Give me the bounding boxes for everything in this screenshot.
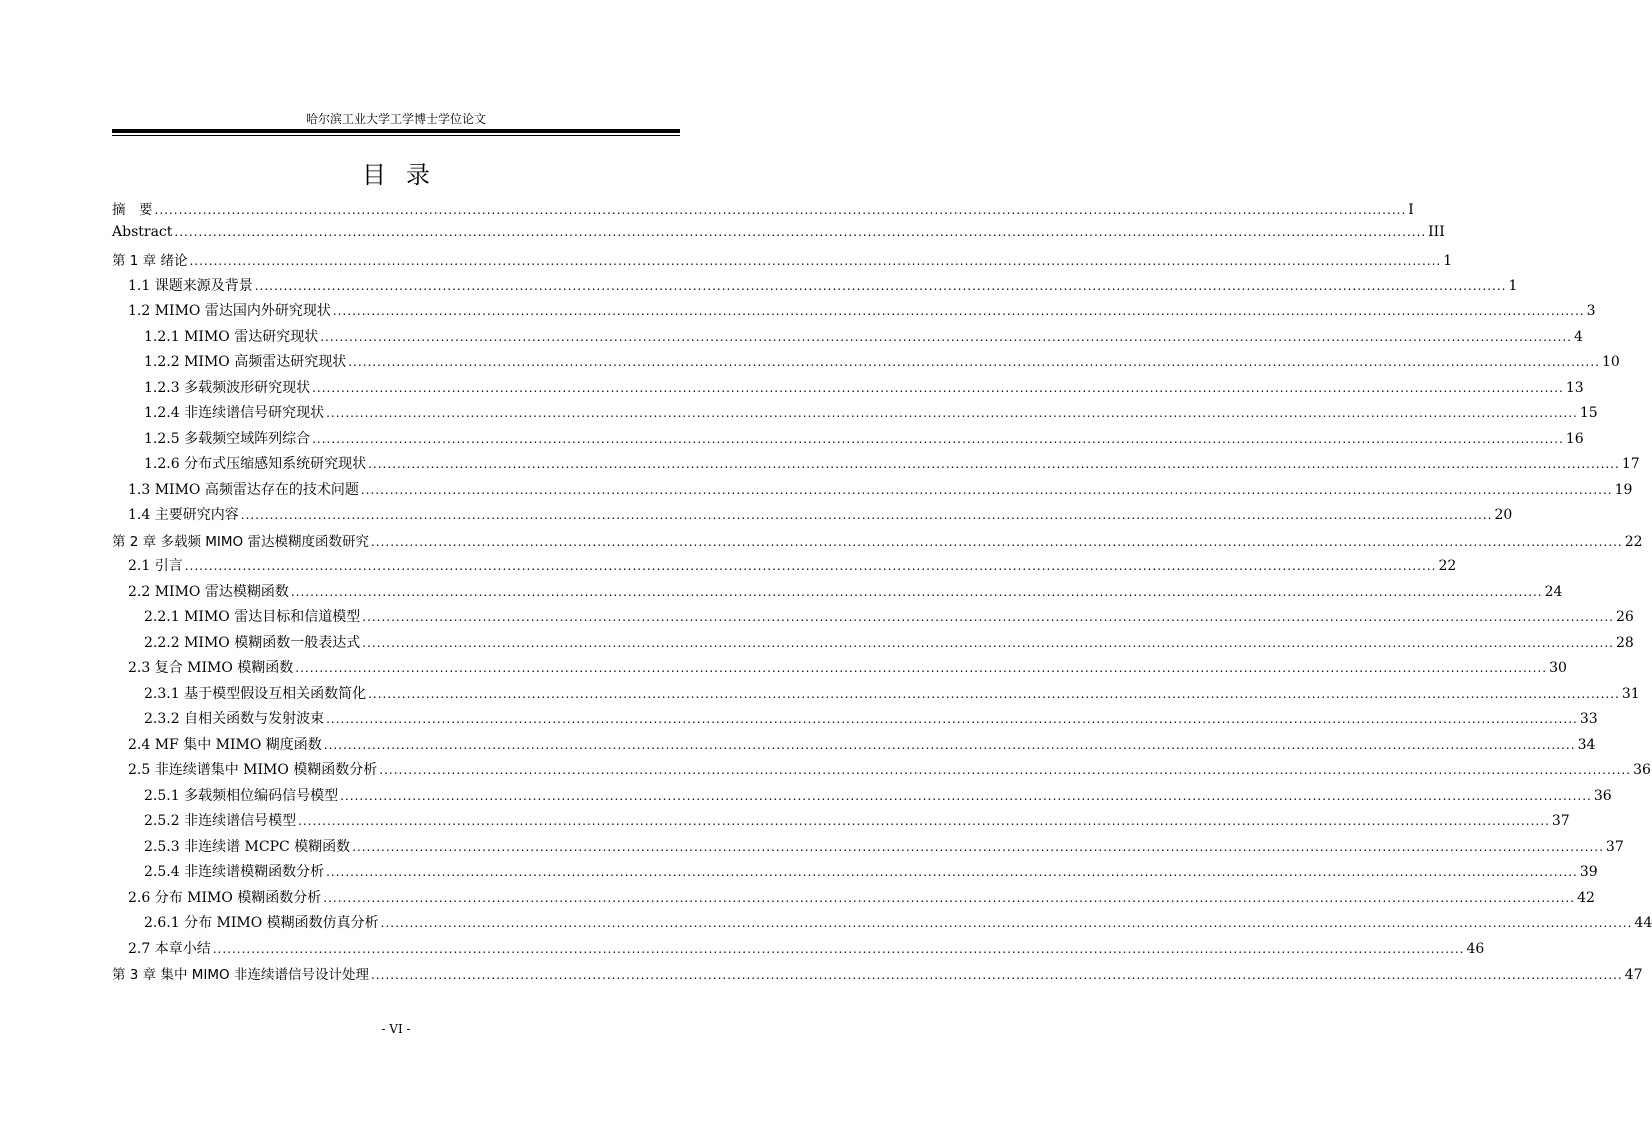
toc-entry[interactable] <box>128 300 1596 322</box>
toc-entry-page: 20 <box>1494 507 1513 523</box>
toc-entry-label: 第 2 章 多载频 MIMO 雷达模糊度函数研究 <box>112 533 369 550</box>
toc-entry-label: 2.6 分布 MIMO 模糊函数分析 <box>128 889 322 906</box>
toc-entry-page: 33 <box>1579 711 1598 727</box>
toc-entry[interactable] <box>128 479 1633 501</box>
toc-entry-page: 4 <box>1573 328 1583 345</box>
toc-entry-page: 17 <box>1621 456 1640 472</box>
toc-entry[interactable] <box>128 734 1596 756</box>
toc-entry-page: 3 <box>1586 303 1596 319</box>
toc-entry-label: 2.6.1 分布 MIMO 模糊函数仿真分析 <box>144 915 379 931</box>
toc-entry-label: 1.2.6 分布式压缩感知系统研究现状 <box>144 456 367 472</box>
toc-entry[interactable] <box>144 810 1570 832</box>
toc-entry[interactable] <box>144 351 1620 373</box>
toc-entry-page: 47 <box>1624 967 1643 983</box>
toc-entry-page: 1 <box>1508 277 1518 294</box>
toc-entry-label: 2.7 本章小结 <box>128 940 211 957</box>
toc-entry[interactable] <box>128 887 1595 909</box>
toc-entry-page: 36 <box>1633 762 1651 778</box>
toc-entry-page: 42 <box>1577 889 1595 906</box>
toc-leader-dots: .................................................................................................................................................................................................................................................................... <box>320 329 1572 344</box>
toc-entry-label: 1.1 课题来源及背景 <box>128 277 253 294</box>
toc-leader-dots: .................................................................................................................................................................................................................................................................... <box>348 355 1600 369</box>
toc-leader-dots: .................................................................................................................................................................................................................................................................... <box>174 224 1427 239</box>
toc-entry-page: 22 <box>1624 533 1643 550</box>
toc-entry-label: 1.3 MIMO 高频雷达存在的技术问题 <box>128 481 359 498</box>
toc-entry-page: 46 <box>1466 940 1485 957</box>
toc-leader-dots: .................................................................................................................................................................................................................................................................... <box>290 584 1543 599</box>
toc-entry-page: 10 <box>1601 354 1620 370</box>
toc-entry-label: 1.2.2 MIMO 高频雷达研究现状 <box>144 354 347 370</box>
toc-entry-label: 1.2.3 多载频波形研究现状 <box>144 379 311 396</box>
toc-leader-dots: .................................................................................................................................................................................................................................................................... <box>326 865 1578 879</box>
toc-entry-label: 2.2.2 MIMO 模糊函数一般表达式 <box>144 634 361 651</box>
toc-leader-dots: .................................................................................................................................................................................................................................................................... <box>368 686 1620 701</box>
toc-entry[interactable] <box>128 938 1485 960</box>
toc-leader-dots: .................................................................................................................................................................................................................................................................... <box>326 712 1578 726</box>
toc-entry-page: 34 <box>1577 736 1596 753</box>
toc-entry-label: 1.2 MIMO 雷达国内外研究现状 <box>128 303 331 319</box>
toc-leader-dots: .................................................................................................................................................................................................................................................................... <box>189 254 1442 268</box>
toc-entry[interactable] <box>144 632 1634 654</box>
toc-entry-label: 2.1 引言 <box>128 558 183 574</box>
toc-entry[interactable] <box>144 785 1612 807</box>
toc-leader-dots: .................................................................................................................................................................................................................................................................... <box>370 968 1623 982</box>
toc-entry-page: 31 <box>1621 685 1640 702</box>
toc-entry-label: 摘 要 <box>112 202 153 218</box>
toc-leader-dots: .................................................................................................................................................................................................................................................................... <box>154 203 1407 217</box>
toc-entry-page: 13 <box>1565 379 1584 396</box>
toc-leader-dots: .................................................................................................................................................................................................................................................................... <box>254 278 1507 293</box>
toc-entry[interactable] <box>144 683 1640 705</box>
toc-entry-label: 2.3.2 自相关函数与发射波束 <box>144 711 325 727</box>
toc-entry-label: 1.2.5 多载频空域阵列综合 <box>144 430 311 447</box>
toc-entry-label: 第 3 章 集中 MIMO 非连续谱信号设计处理 <box>112 967 369 983</box>
toc-entry-page: 37 <box>1605 838 1624 855</box>
toc-entry[interactable] <box>112 249 1453 271</box>
toc-leader-dots: .................................................................................................................................................................................................................................................................... <box>312 431 1564 446</box>
toc-entry-label: 2.2 MIMO 雷达模糊函数 <box>128 583 289 600</box>
toc-entry-label: 第 1 章 绪论 <box>112 253 188 269</box>
toc-entry[interactable] <box>144 453 1640 475</box>
toc-entry-label: 1.2.4 非连续谱信号研究现状 <box>144 405 325 421</box>
toc-entry-label: 2.4 MF 集中 MIMO 糊度函数 <box>128 736 322 753</box>
toc-entry[interactable] <box>112 530 1643 552</box>
running-header: 哈尔滨工业大学工学博士学位论文 <box>305 112 486 126</box>
toc-entry-page: I <box>1408 202 1414 218</box>
toc-entry-label: 2.5 非连续谱集中 MIMO 模糊函数分析 <box>128 762 378 778</box>
toc-entry-page: 19 <box>1614 481 1633 498</box>
toc-entry[interactable] <box>128 275 1518 297</box>
toc-entry-page: 37 <box>1551 813 1570 829</box>
toc-entry-label: 2.5.3 非连续谱 MCPC 模糊函数 <box>144 838 351 855</box>
header-rule-thin <box>112 135 680 136</box>
toc-leader-dots: .................................................................................................................................................................................................................................................................... <box>380 916 1633 930</box>
toc-entry[interactable] <box>144 377 1584 399</box>
toc-entry-page: 15 <box>1579 405 1598 421</box>
header-rule-thick <box>112 129 680 133</box>
toc-entry[interactable] <box>112 223 1445 246</box>
toc-entry[interactable] <box>128 555 1457 577</box>
toc-entry[interactable] <box>112 963 1643 985</box>
toc-leader-dots: .................................................................................................................................................................................................................................................................... <box>295 661 1548 675</box>
toc-leader-dots: .................................................................................................................................................................................................................................................................... <box>184 559 1437 573</box>
toc-entry[interactable] <box>144 861 1598 883</box>
toc-entry[interactable] <box>144 708 1598 730</box>
toc-leader-dots: .................................................................................................................................................................................................................................................................... <box>332 304 1585 318</box>
toc-entry[interactable] <box>144 326 1583 348</box>
toc-entry-label: 2.3 复合 MIMO 模糊函数 <box>128 660 294 676</box>
toc-leader-dots: .................................................................................................................................................................................................................................................................... <box>370 534 1623 549</box>
toc-leader-dots: .................................................................................................................................................................................................................................................................... <box>323 890 1576 905</box>
toc-leader-dots: .................................................................................................................................................................................................................................................................... <box>340 788 1592 803</box>
toc-leader-dots: .................................................................................................................................................................................................................................................................... <box>352 839 1604 854</box>
toc-entry-page: 24 <box>1544 583 1563 600</box>
page-title: 目录 <box>362 161 450 189</box>
toc-entry[interactable] <box>128 581 1563 603</box>
toc-entry-label: 2.5.2 非连续谱信号模型 <box>144 813 297 829</box>
toc-entry-label: 1.2.1 MIMO 雷达研究现状 <box>144 328 319 345</box>
toc-entry-label: 2.2.1 MIMO 雷达目标和信道模型 <box>144 609 361 625</box>
toc-entry-page: 30 <box>1549 660 1567 676</box>
toc-entry[interactable] <box>128 657 1567 679</box>
toc-entry[interactable] <box>144 428 1584 450</box>
toc-entry-page: 16 <box>1565 430 1584 447</box>
toc-entry[interactable] <box>128 759 1651 781</box>
toc-entry-label: 2.5.4 非连续谱模糊函数分析 <box>144 864 325 880</box>
toc-entry-page: 44 <box>1634 915 1652 931</box>
toc-leader-dots: .................................................................................................................................................................................................................................................................... <box>362 635 1614 650</box>
toc-leader-dots: .................................................................................................................................................................................................................................................................... <box>312 380 1564 395</box>
toc-entry[interactable] <box>144 836 1624 858</box>
page-number: - VI - <box>381 1022 411 1036</box>
toc-entry-page: III <box>1428 223 1445 240</box>
toc-entry[interactable] <box>144 912 1652 934</box>
toc-leader-dots: .................................................................................................................................................................................................................................................................... <box>379 763 1632 777</box>
toc-leader-dots: .................................................................................................................................................................................................................................................................... <box>368 457 1620 471</box>
toc-entry-page: 39 <box>1579 864 1598 880</box>
toc-entry[interactable] <box>144 606 1634 628</box>
toc-leader-dots: .................................................................................................................................................................................................................................................................... <box>326 406 1578 420</box>
toc-leader-dots: .................................................................................................................................................................................................................................................................... <box>323 737 1576 752</box>
toc-entry-page: 26 <box>1615 609 1634 625</box>
toc-entry[interactable] <box>112 198 1414 220</box>
toc-leader-dots: .................................................................................................................................................................................................................................................................... <box>360 482 1613 497</box>
toc-entry-label: 2.3.1 基于模型假设互相关函数简化 <box>144 685 367 702</box>
toc-entry-page: 22 <box>1438 558 1457 574</box>
toc-entry-page: 1 <box>1443 253 1453 269</box>
toc-leader-dots: .................................................................................................................................................................................................................................................................... <box>298 814 1550 828</box>
toc-leader-dots: .................................................................................................................................................................................................................................................................... <box>362 610 1614 624</box>
toc-entry-page: 36 <box>1593 787 1612 804</box>
toc-entry[interactable] <box>144 402 1598 424</box>
toc-entry[interactable] <box>128 504 1513 526</box>
toc-leader-dots: .................................................................................................................................................................................................................................................................... <box>240 508 1493 522</box>
toc-entry-label: 2.5.1 多载频相位编码信号模型 <box>144 787 339 804</box>
toc-entry-label: Abstract <box>112 223 173 240</box>
toc-leader-dots: .................................................................................................................................................................................................................................................................... <box>212 941 1465 956</box>
toc-entry-page: 28 <box>1615 634 1634 651</box>
toc-entry-label: 1.4 主要研究内容 <box>128 507 239 523</box>
